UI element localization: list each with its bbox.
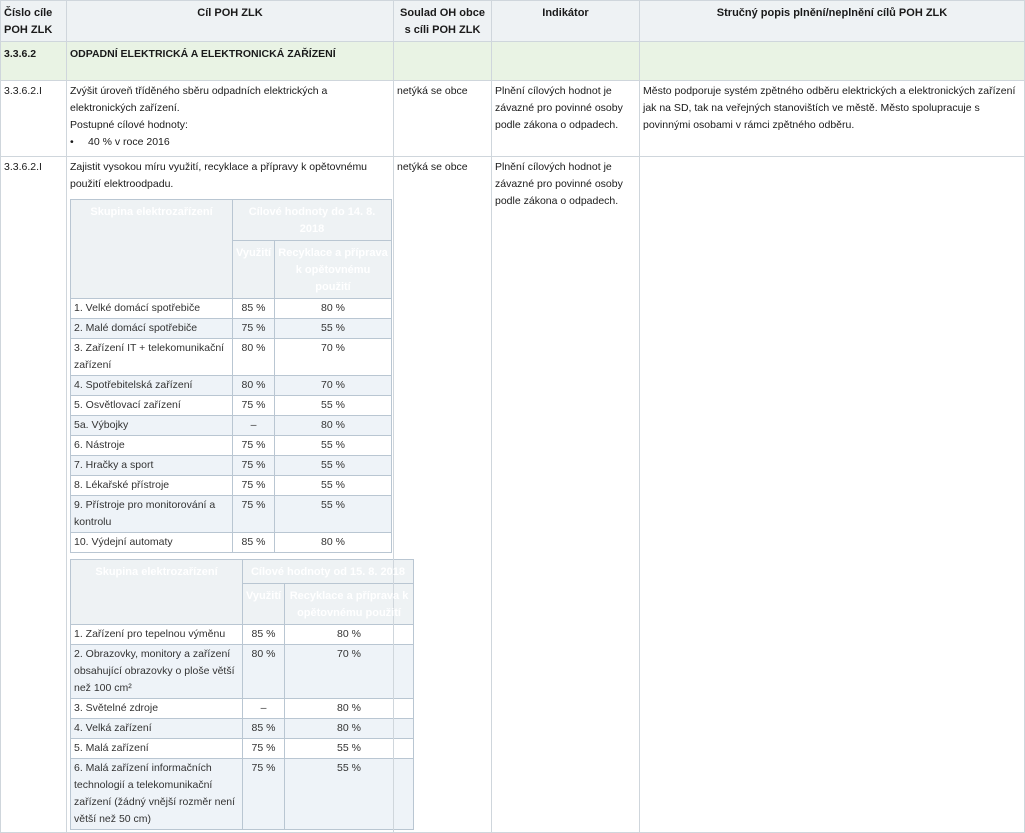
target-use-cell: – (243, 699, 285, 719)
target-use-cell: 75 % (233, 456, 275, 476)
tgt2-group-header: Skupina elektrozařízení (71, 560, 243, 625)
target-use-cell: 85 % (233, 299, 275, 319)
target-recycle-cell: 70 % (275, 339, 392, 376)
tgt2-use-header: Využití (243, 584, 285, 625)
row-goal-cell (67, 81, 394, 157)
target-group-cell: 1. Velké domácí spotřebiče (71, 299, 233, 319)
target-group-cell: 7. Hračky a sport (71, 456, 233, 476)
target-recycle-cell: 55 % (275, 436, 392, 456)
target-group-cell: 5. Malá zařízení (71, 739, 243, 759)
target-recycle-cell: 55 % (275, 456, 392, 476)
target-group-cell: 1. Zařízení pro tepelnou výměnu (71, 625, 243, 645)
target-row (71, 625, 414, 645)
target-row (71, 496, 392, 533)
row-indicator: Plnění cílových hodnot je závazné pro povinné osoby podle zákona o odpadech. (492, 81, 640, 157)
target-group-cell: 4. Spotřebitelská zařízení (71, 376, 233, 396)
header-goal: Cíl POH ZLK (67, 1, 394, 42)
target-use-cell: 85 % (243, 625, 285, 645)
target-group-cell: 5a. Výbojky (71, 416, 233, 436)
target-values-table-2018 (70, 199, 392, 553)
target-use-cell: 75 % (243, 759, 285, 830)
header-row (1, 1, 1025, 42)
tgt1-period-header: Cílové hodnoty do 14. 8. 2018 (233, 200, 392, 241)
row-goal: Zvýšit úroveň tříděného sběru odpadních elektrických a elektronických zařízení. (70, 85, 328, 114)
target-recycle-cell: 80 % (275, 533, 392, 553)
target-row (71, 533, 392, 553)
target-use-cell: 75 % (233, 476, 275, 496)
target-recycle-cell: 80 % (275, 416, 392, 436)
row-compliance: netýká se obce (394, 81, 492, 157)
target-use-cell: 75 % (243, 739, 285, 759)
target-recycle-cell: 55 % (275, 476, 392, 496)
target-row (71, 416, 392, 436)
row-code: 3.3.6.2.I (1, 157, 67, 833)
tgt1-group-header: Skupina elektrozařízení (71, 200, 233, 299)
target-recycle-cell: 55 % (285, 759, 414, 830)
target-row (71, 376, 392, 396)
target-recycle-cell: 70 % (275, 376, 392, 396)
target-group-cell: 2. Malé domácí spotřebiče (71, 319, 233, 339)
target-row (71, 396, 392, 416)
table-row (1, 81, 1025, 157)
target-use-cell: 75 % (233, 319, 275, 339)
target-use-cell: 75 % (233, 436, 275, 456)
target-row (71, 699, 414, 719)
target-recycle-cell: 80 % (275, 299, 392, 319)
section-code: 3.3.6.2 (1, 42, 67, 81)
row-goal: Zajistit vysokou míru využití, recyklace a přípravy k opětovnému použití elektroodpadu. (70, 161, 368, 190)
target-row (71, 319, 392, 339)
tgt2-period-header: Cílové hodnoty od 15. 8. 2018 (243, 560, 414, 584)
targets-label: Postupné cílové hodnoty: (70, 119, 188, 131)
target-row (71, 645, 414, 699)
target-group-cell: 9. Přístroje pro monitorování a kontrolu (71, 496, 233, 533)
header-compliance: Soulad OH obce s cíli POH ZLK (394, 1, 492, 42)
target-recycle-cell: 80 % (285, 625, 414, 645)
target-use-cell: 85 % (243, 719, 285, 739)
header-description: Stručný popis plnění/neplnění cílů POH ZLK (640, 1, 1025, 42)
target-row (71, 456, 392, 476)
header-goal-number: Číslo cíle POH ZLK (1, 1, 67, 42)
target-row (71, 436, 392, 456)
section-title: ODPADNÍ ELEKTRICKÁ A ELEKTRONICKÁ ZAŘÍZENÍ (67, 42, 394, 81)
target-use-cell: 80 % (233, 376, 275, 396)
tgt1-recycle-header: Recyklace a příprava k opětovnému použití (275, 241, 392, 299)
target-use-cell: 75 % (233, 496, 275, 533)
target-use-cell: 80 % (243, 645, 285, 699)
target-bullet: • 40 % v roce 2016 (70, 134, 390, 151)
target-group-cell: 6. Malá zařízení informačních technologií a telekomunikační zařízení (žádný vnější rozměr není větší než 50 cm) (71, 759, 243, 830)
tgt2-recycle-header: Recyklace a příprava k opětovnému použití (285, 584, 414, 625)
target-group-cell: 3. Zařízení IT + telekomunikační zařízení (71, 339, 233, 376)
target-group-cell: 2. Obrazovky, monitory a zařízení obsahující obrazovky o ploše větší než 100 cm² (71, 645, 243, 699)
target-recycle-cell: 80 % (285, 699, 414, 719)
target-use-cell: 75 % (233, 396, 275, 416)
target-row (71, 299, 392, 319)
target-row (71, 339, 392, 376)
target-group-cell: 4. Velká zařízení (71, 719, 243, 739)
target-group-cell: 6. Nástroje (71, 436, 233, 456)
section-row (1, 42, 1025, 81)
target-row (71, 476, 392, 496)
target-group-cell: 10. Výdejní automaty (71, 533, 233, 553)
target-recycle-cell: 55 % (285, 739, 414, 759)
target-values-table-from-2018 (70, 559, 414, 830)
tgt1-use-header: Využití (233, 241, 275, 299)
row-code: 3.3.6.2.I (1, 81, 67, 157)
target-use-cell: 80 % (233, 339, 275, 376)
row-description (640, 157, 1025, 833)
target-recycle-cell: 70 % (285, 645, 414, 699)
row-description: Město podporuje systém zpětného odběru elektrických a elektronických zařízení jak na SD, tak na veřejných stanovištích ve městě. Město spolupracuje s povinnými osobami v rámci zpětného odběru. (640, 81, 1025, 157)
target-recycle-cell: 55 % (275, 396, 392, 416)
row-indicator: Plnění cílových hodnot je závazné pro povinné osoby podle zákona o odpadech. (492, 157, 640, 833)
target-use-cell: 85 % (233, 533, 275, 553)
target-group-cell: 8. Lékařské přístroje (71, 476, 233, 496)
target-row (71, 739, 414, 759)
row-goal-cell (67, 157, 409, 833)
target-row (71, 759, 414, 830)
target-group-cell: 5. Osvětlovací zařízení (71, 396, 233, 416)
target-row (71, 719, 414, 739)
header-indicator: Indikátor (492, 1, 640, 42)
table-row (1, 157, 1025, 833)
target-recycle-cell: 55 % (275, 319, 392, 339)
target-recycle-cell: 80 % (285, 719, 414, 739)
target-group-cell: 3. Světelné zdroje (71, 699, 243, 719)
target-recycle-cell: 55 % (275, 496, 392, 533)
target-use-cell: – (233, 416, 275, 436)
row-compliance: netýká se obce (394, 157, 492, 833)
